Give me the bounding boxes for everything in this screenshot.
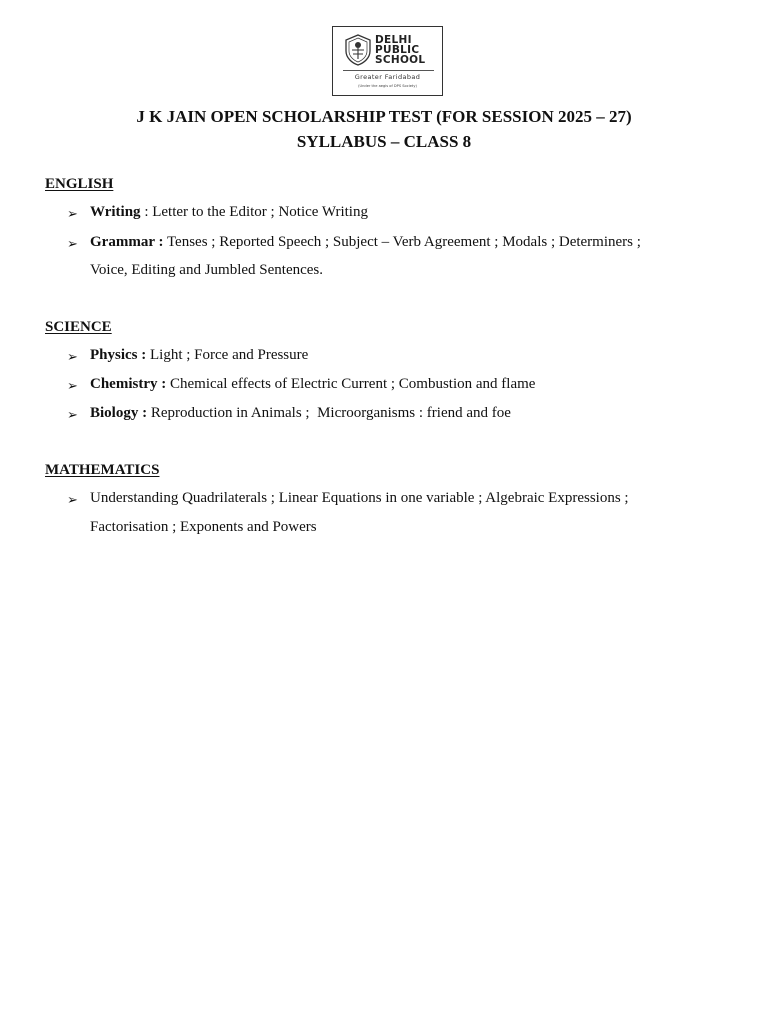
logo-name-line: PUBLIC bbox=[375, 44, 420, 56]
logo-name-line: DELHI bbox=[375, 34, 412, 46]
item-separator: : bbox=[140, 204, 153, 220]
item-label: Grammar : bbox=[90, 234, 164, 250]
item-text: Reproduction in Animals ; Microorganisms : friend and foe bbox=[150, 405, 511, 421]
logo-school-name bbox=[375, 35, 425, 65]
syllabus-item-writing bbox=[90, 204, 368, 221]
logo-place: Greater Faridabad bbox=[354, 73, 421, 81]
bullet-arrow-icon: ➢ bbox=[67, 407, 78, 422]
logo-divider bbox=[343, 70, 434, 71]
syllabus-item-grammar-continuation: Voice, Editing and Jumbled Sentences. bbox=[90, 262, 324, 278]
item-text: Tenses ; Reported Speech ; Subject – Verb Agreement ; Modals ; Determiners ; bbox=[166, 234, 641, 250]
syllabus-item-grammar bbox=[90, 234, 641, 251]
item-label: Writing bbox=[90, 204, 141, 220]
school-logo bbox=[332, 26, 443, 96]
school-emblem-icon bbox=[343, 33, 373, 67]
section-heading-science: SCIENCE bbox=[45, 319, 112, 335]
item-label: Chemistry : bbox=[90, 376, 167, 392]
section-heading-english: ENGLISH bbox=[45, 176, 114, 192]
bullet-arrow-icon: ➢ bbox=[67, 349, 78, 364]
logo-name-line: SCHOOL bbox=[375, 54, 426, 66]
syllabus-item-mathematics-continuation: Factorisation ; Exponents and Powers bbox=[90, 519, 317, 535]
item-label: Physics : bbox=[90, 347, 147, 363]
bullet-arrow-icon: ➢ bbox=[67, 492, 78, 507]
syllabus-item-physics bbox=[90, 347, 308, 364]
item-text: Light ; Force and Pressure bbox=[150, 347, 309, 363]
section-heading-mathematics: MATHEMATICS bbox=[45, 462, 160, 478]
bullet-arrow-icon: ➢ bbox=[67, 236, 78, 251]
document-title: J K JAIN OPEN SCHOLARSHIP TEST (FOR SESSION 2025 – 27) bbox=[136, 107, 632, 126]
syllabus-item-chemistry bbox=[90, 376, 535, 393]
logo-aegis: (Under the aegis of DPS Society) bbox=[358, 84, 417, 88]
bullet-arrow-icon: ➢ bbox=[67, 206, 78, 221]
item-text: Chemical effects of Electric Current ; Combustion and flame bbox=[169, 376, 536, 392]
syllabus-item-mathematics: Understanding Quadrilaterals ; Linear Equations in one variable ; Algebraic Expressions ; bbox=[90, 490, 629, 506]
document-subtitle: SYLLABUS – CLASS 8 bbox=[296, 132, 472, 151]
bullet-arrow-icon: ➢ bbox=[67, 378, 78, 393]
item-text: Letter to the Editor ; Notice Writing bbox=[152, 204, 368, 220]
syllabus-item-biology bbox=[90, 405, 511, 422]
item-label: Biology : bbox=[90, 405, 148, 421]
